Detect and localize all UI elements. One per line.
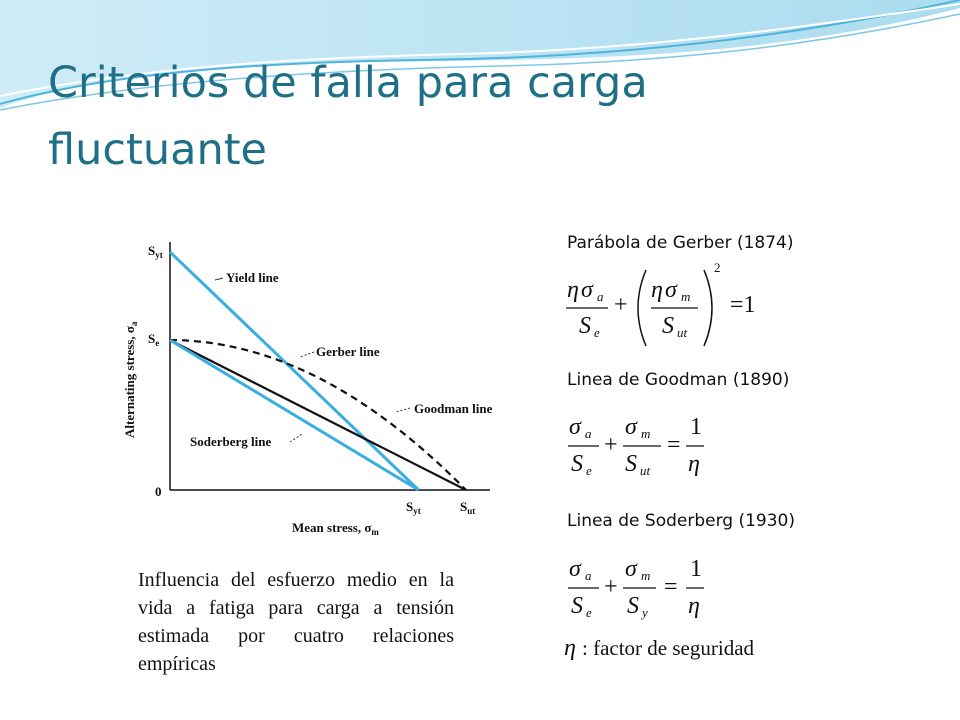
series-label-goodman: Goodman line xyxy=(414,401,493,416)
sub-a: a xyxy=(585,426,592,441)
eta: η xyxy=(567,277,579,303)
S: S xyxy=(579,313,591,339)
note-text: : factor de seguridad xyxy=(582,636,755,660)
x-axis-label: Mean stress, $\sigma_m$ xyxy=(292,520,379,537)
eta: η xyxy=(564,635,576,661)
y-tick-syt: $S_{yt}$ xyxy=(148,243,163,260)
sigma: σ xyxy=(665,277,677,303)
equals: = xyxy=(667,432,681,458)
safety-factor-note xyxy=(90,212,870,710)
sub-m: m xyxy=(641,426,651,441)
sigma: σ xyxy=(569,556,581,582)
sub-ut: ut xyxy=(640,463,651,478)
plus: + xyxy=(614,292,628,318)
figure-panel xyxy=(90,212,870,710)
sub-m: m xyxy=(681,289,691,304)
sigma: σ xyxy=(569,414,581,440)
S: S xyxy=(571,451,583,477)
y-axis-label: Alternating stress, $\sigma_a$ xyxy=(122,321,139,438)
series-label-yield: Yield line xyxy=(226,270,279,285)
goodman-title: Linea de Goodman (1890) xyxy=(567,370,790,390)
gerber-title: Parábola de Gerber (1874) xyxy=(567,233,794,253)
soderberg-title: Linea de Soderberg (1930) xyxy=(567,511,795,531)
figure-caption: Influencia del esfuerzo medio en la vida a fatiga para carga a tensión estimada por cuatro relaciones empíricas xyxy=(138,569,454,675)
rhs: =1 xyxy=(730,292,756,318)
sigma: σ xyxy=(625,414,637,440)
sigma: σ xyxy=(625,556,637,582)
eta: η xyxy=(688,593,700,619)
slide-title: Criterios de falla para carga fluctuante xyxy=(48,58,648,175)
S: S xyxy=(571,593,583,619)
plus: + xyxy=(604,574,618,600)
sub-m: m xyxy=(641,568,651,583)
sub-e: e xyxy=(586,463,592,478)
x-tick-syt: $S_{yt}$ xyxy=(406,499,421,516)
equals: = xyxy=(664,574,678,600)
sigma: σ xyxy=(581,277,593,303)
sub-ut: ut xyxy=(677,325,688,340)
S: S xyxy=(662,313,674,339)
sub-e: e xyxy=(594,325,600,340)
S: S xyxy=(627,593,639,619)
one: 1 xyxy=(690,414,702,440)
exponent: 2 xyxy=(714,260,721,275)
sub-a: a xyxy=(597,289,604,304)
y-tick-zero: 0 xyxy=(155,484,162,499)
one: 1 xyxy=(690,556,702,582)
plus: + xyxy=(604,432,618,458)
series-label-gerber: Gerber line xyxy=(316,344,380,359)
sub-a: a xyxy=(585,568,592,583)
sub-y: y xyxy=(642,605,648,620)
series-label-soderberg: Soderberg line xyxy=(190,434,272,449)
eta: η xyxy=(651,277,663,303)
sub-e: e xyxy=(586,605,592,620)
y-tick-se: $S_e$ xyxy=(148,331,160,348)
x-tick-sut: $S_{ut}$ xyxy=(460,499,476,516)
S: S xyxy=(625,451,637,477)
eta: η xyxy=(688,451,700,477)
